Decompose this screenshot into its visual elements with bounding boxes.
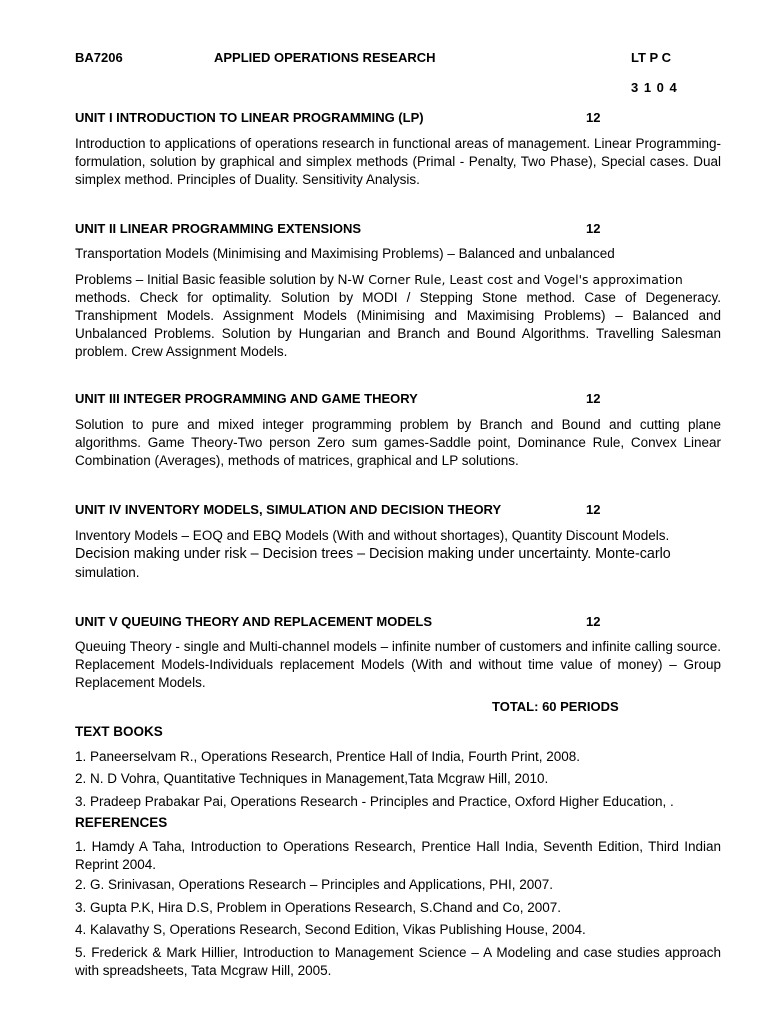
reference-3: 3. Gupta P.K, Hira D.S, Problem in Operations Research, S.Chand and Co, 2007. xyxy=(75,900,562,915)
unit-3-title: UNIT III INTEGER PROGRAMMING AND GAME THEORY xyxy=(75,391,418,406)
ltpc-values: 3 1 0 4 xyxy=(631,80,678,95)
unit-4-line-1: Inventory Models – EOQ and EBQ Models (With and without shortages), Quantity Discount Models. xyxy=(75,528,670,543)
reference-2: 2. G. Srinivasan, Operations Research – Principles and Applications, PHI, 2007. xyxy=(75,877,554,892)
unit-1-hours: 12 xyxy=(586,110,601,125)
unit-1-content: Introduction to applications of operations research in functional areas of management. Linear Programming-formulation, solution by graphical and simplex methods (Primal - Penalty, Two Phase), Special cases. Dual simplex method. Principles of Duality. Sensitivity Analysis. xyxy=(75,136,721,187)
unit-5-content: Queuing Theory - single and Multi-channel models – infinite number of customers and infinite calling source. Replacement Models-Individuals replacement Models (With and without time value of money) – Group Replacement Models. xyxy=(75,639,721,690)
text-book-3: 3. Pradeep Prabakar Pai, Operations Research - Principles and Practice, Oxford Higher Education, . xyxy=(75,794,674,809)
course-code: BA7206 xyxy=(75,50,123,65)
unit-2-line-1: Transportation Models (Minimising and Maximising Problems) – Balanced and unbalanced xyxy=(75,246,615,261)
unit-1-title: UNIT I INTRODUCTION TO LINEAR PROGRAMMING (LP) xyxy=(75,110,424,125)
unit-3-content: Solution to pure and mixed integer programming problem by Branch and Bound and cutting plane algorithms. Game Theory-Two person Zero sum games-Saddle point, Dominance Rule, Convex Linear Combination (Averages), methods of matrices, graphical and LP solutions. xyxy=(75,417,721,468)
unit-2-content: methods. Check for optimality. Solution by MODI / Stepping Stone method. Case of Degeneracy. Transhipment Models. Assignment Models (Minimising and Maximising Problems) – Balanced and Unbalanced Problems. Solution by Hungarian and Branch and Bound Algorithms. Travelling Salesman problem. Crew Assignment Models. xyxy=(75,290,721,359)
unit-2-line-2-start: Problems – Initial Basic feasible solution by N- xyxy=(75,272,352,287)
total-periods: TOTAL: 60 PERIODS xyxy=(492,699,619,714)
references-heading: REFERENCES xyxy=(75,815,168,830)
unit-4-line-3: simulation. xyxy=(75,565,140,580)
text-book-1: 1. Paneerselvam R., Operations Research, Prentice Hall of India, Fourth Print, 2008. xyxy=(75,749,580,764)
unit-4-hours: 12 xyxy=(586,502,601,517)
unit-5-title: UNIT V QUEUING THEORY AND REPLACEMENT MODELS xyxy=(75,614,433,629)
ltpc-label: LT P C xyxy=(631,50,671,65)
unit-3-hours: 12 xyxy=(586,391,601,406)
unit-2-title: UNIT II LINEAR PROGRAMMING EXTENSIONS xyxy=(75,221,362,236)
unit-2-hours: 12 xyxy=(586,221,601,236)
unit-2-line-2 xyxy=(75,271,721,289)
unit-2-line-2-end: W Corner Rule, Least cost and Vogel's approximation xyxy=(351,272,683,287)
course-title: APPLIED OPERATIONS RESEARCH xyxy=(214,50,436,65)
unit-4-title: UNIT IV INVENTORY MODELS, SIMULATION AND DECISION THEORY xyxy=(75,502,502,517)
reference-5: 5. Frederick & Mark Hillier, Introduction to Management Science – A Modeling and case studies approach with spreadsheets, Tata Mcgraw Hill, 2005. xyxy=(75,945,721,978)
unit-5-hours: 12 xyxy=(586,614,601,629)
text-book-2: 2. N. D Vohra, Quantitative Techniques in Management,Tata Mcgraw Hill, 2010. xyxy=(75,771,549,786)
unit-4-line-2: Decision making under risk – Decision trees – Decision making under uncertainty. Monte-carlo xyxy=(75,546,671,562)
reference-1: 1. Hamdy A Taha, Introduction to Operations Research, Prentice Hall India, Seventh Edition, Third Indian Reprint 2004. xyxy=(75,839,721,872)
reference-4: 4. Kalavathy S, Operations Research, Second Edition, Vikas Publishing House, 2004. xyxy=(75,922,586,937)
text-books-heading: TEXT BOOKS xyxy=(75,724,163,739)
